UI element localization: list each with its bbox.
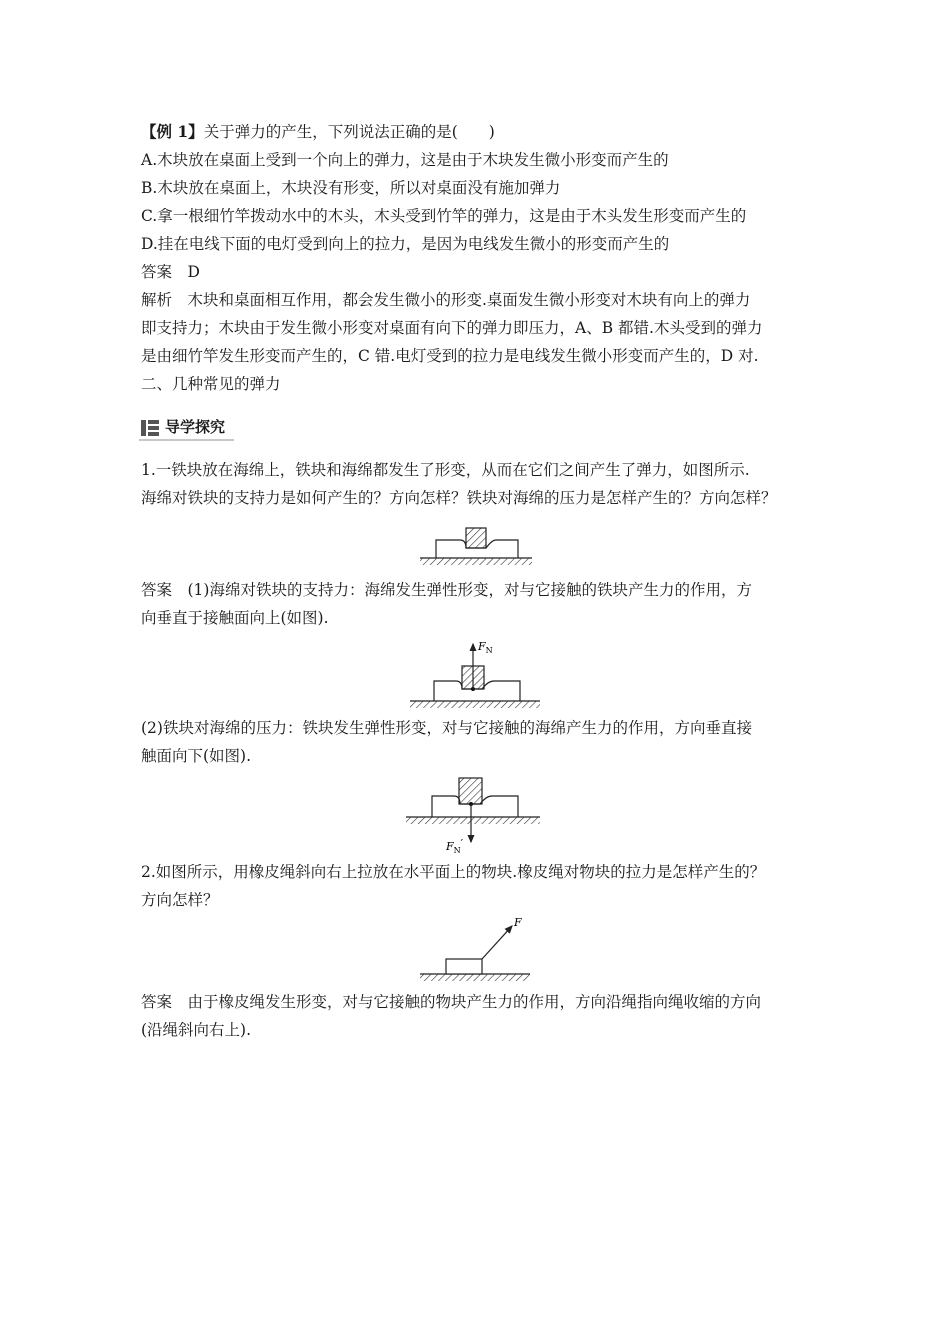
figure-support-force <box>410 636 540 710</box>
list-icon <box>141 420 159 436</box>
q1-answer1-line: 向垂直于接触面向上(如图). <box>141 609 329 627</box>
support-force-label: $F_N$ <box>478 640 493 655</box>
figure-block-on-sponge <box>420 518 532 566</box>
guide-heading-underline <box>139 439 234 441</box>
example-answer: 答案 D <box>141 263 200 281</box>
guide-heading <box>139 415 234 441</box>
figure-rubber-band <box>420 914 530 984</box>
q2-line: 方向怎样？ <box>141 891 219 909</box>
pressure-force-label: $F_N'$ <box>446 837 464 855</box>
block <box>446 959 482 974</box>
ground-hatch <box>420 558 532 565</box>
option-c: C.拿一根细竹竿拨动水中的木头，木头受到竹竿的弹力，这是由于木头发生形变而产生的 <box>141 207 747 225</box>
figure-pressure-force <box>406 772 540 854</box>
ground-hatch <box>406 817 540 824</box>
q1-line: 1.一铁块放在海绵上，铁块和海绵都发生了形变，从而在它们之间产生了弹力，如图所示. <box>141 461 750 479</box>
example-question-line <box>141 122 495 142</box>
q1-line: 海绵对铁块的支持力是如何产生的？方向怎样？铁块对海绵的压力是怎样产生的？方向怎样？ <box>141 489 777 507</box>
ground-hatch <box>410 701 540 708</box>
example-question: 关于弹力的产生，下列说法正确的是( ) <box>203 123 495 141</box>
q1-answer2-line: 触面向下(如图). <box>141 747 252 765</box>
ground-hatch <box>420 974 530 981</box>
q2-line: 2.如图所示，用橡皮绳斜向右上拉放在水平面上的物块.橡皮绳对物块的拉力是怎样产生的？ <box>141 863 766 881</box>
iron-block <box>466 528 486 548</box>
iron-block <box>459 778 482 804</box>
pull-force-label: F <box>514 916 522 929</box>
q1-answer2-line: (2)铁块对海绵的压力：铁块发生弹性形变，对与它接触的海绵产生力的作用，方向垂直接 <box>141 719 752 737</box>
option-b: B.木块放在桌面上，木块没有形变，所以对桌面没有施加弹力 <box>141 179 561 197</box>
pull-force-arrow <box>482 926 512 959</box>
analysis-line: 是由细竹竿发生形变而产生的，C 错.电灯受到的拉力是电线发生微小形变而产生的，D 对. <box>141 347 759 365</box>
section-heading: 二、几种常见的弹力 <box>141 375 281 393</box>
q2-answer-line: (沿绳斜向右上). <box>141 1021 252 1039</box>
option-a: A.木块放在桌面上受到一个向上的弹力，这是由于木块发生微小形变而产生的 <box>141 151 669 169</box>
analysis-line: 即支持力；木块由于发生微小形变对桌面有向下的弹力即压力，A、B 都错.木头受到的弹力 <box>141 319 763 337</box>
example-tag: 【例 1】 <box>141 122 204 141</box>
guide-heading-title: 导学探究 <box>165 418 226 436</box>
q2-answer-line: 答案 由于橡皮绳发生形变，对与它接触的物块产生力的作用，方向沿绳指向绳收缩的方向 <box>141 993 762 1011</box>
q1-answer1-line: 答案 (1)海绵对铁块的支持力：海绵发生弹性形变，对与它接触的铁块产生力的作用，方 <box>141 581 752 599</box>
analysis-line: 解析 木块和桌面相互作用，都会发生微小的形变.桌面发生微小形变对木块有向上的弹力 <box>141 291 751 309</box>
option-d: D.挂在电线下面的电灯受到向上的拉力，是因为电线发生微小的形变而产生的 <box>141 235 670 253</box>
